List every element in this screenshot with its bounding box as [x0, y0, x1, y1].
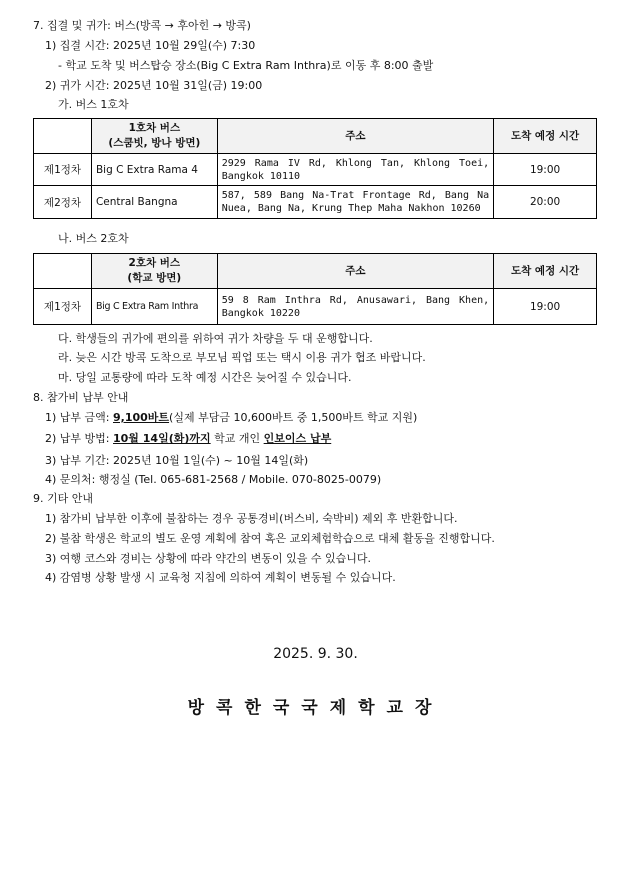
item1-prefix: 1) 납부 금액:: [45, 411, 113, 424]
stop-place: Central Bangna: [91, 186, 217, 219]
note-da: 다. 학생들의 귀가에 편의를 위하여 귀가 차량을 두 대 운행합니다.: [58, 332, 373, 345]
header-empty: [34, 119, 92, 154]
signature-title: 방콕한국국제학교장: [187, 698, 444, 718]
header-empty: [34, 254, 92, 289]
sec7-title: 7. 집결 및 귀가: 버스(방콕 → 후아힌 → 방콕): [33, 19, 251, 32]
table-row: [34, 154, 597, 186]
table-row: [34, 186, 597, 219]
sec8-item4: 4) 문의처: 행정실 (Tel. 065-681-2568 / Mobile. 070-8025-0079): [45, 473, 382, 486]
sec9-item3: 3) 여행 코스와 경비는 상황에 따라 약간의 변동이 있을 수 있습니다.: [45, 552, 372, 565]
arrival-time: 19:00: [494, 154, 597, 186]
sec7-item1-sub: - 학교 도착 및 버스탑승 장소(Big C Extra Ram Inthra)로 이동 후 8:00 출발: [58, 59, 434, 72]
payment-amount: 9,100바트: [113, 411, 170, 424]
sec9-item1: 1) 참가비 납부한 이후에 불참하는 경우 공통경비(버스비, 숙박비) 제외 후 반환합니다.: [45, 512, 458, 525]
sec9-item4: 4) 감염병 상황 발생 시 교육청 지침에 의하여 계획이 변동될 수 있습니다.: [45, 571, 396, 584]
sec8-item3: 3) 납부 기간: 2025년 10월 1일(수) ~ 10월 14일(화): [45, 454, 309, 467]
bus1-label: 가. 버스 1호차: [58, 98, 129, 111]
arrival-time: 19:00: [494, 289, 597, 325]
arrival-time: 20:00: [494, 186, 597, 219]
stop-place: Big C Extra Rama 4: [91, 154, 217, 186]
sec8-item1: [45, 411, 417, 425]
stop-label: 제1정차: [34, 154, 92, 186]
stop-place: Big C Extra Ram Inthra: [91, 289, 217, 325]
sec7-item1: 1) 집결 시간: 2025년 10월 29일(수) 7:30: [45, 39, 256, 52]
bus1-table: [33, 118, 597, 219]
header-bus: 1호차 버스 (스쿰빗, 방나 방면): [91, 119, 217, 154]
stop-address: 587, 589 Bang Na-Trat Frontage Rd, Bang Na Nuea, Bang Na, Krung Thep Maha Nakhon 10260: [217, 186, 493, 219]
header-arrival: 도착 예정 시간: [494, 119, 597, 154]
table-row: [34, 289, 597, 325]
header-address: 주소: [217, 254, 493, 289]
table-header-row: [34, 119, 597, 154]
header-bus: 2호차 버스 (학교 방면): [91, 254, 217, 289]
table-header-row: [34, 254, 597, 289]
document-date: 2025. 9. 30.: [273, 646, 358, 662]
sec8-title: 8. 참가비 납부 안내: [33, 391, 129, 404]
note-ma: 마. 당일 교통량에 따라 도착 예정 시간은 늦어질 수 있습니다.: [58, 371, 352, 384]
note-ra: 라. 늦은 시간 방콕 도착으로 부모님 픽업 또는 택시 이용 귀가 협조 바랍니다.: [58, 351, 426, 364]
item1-suffix: (실제 부담금 10,600바트 중 1,500바트 학교 지원): [169, 411, 418, 424]
bus2-table: [33, 253, 597, 325]
sec9-item2: 2) 불참 학생은 학교의 별도 운영 계획에 참여 혹은 교외체험학습으로 대체 활동을 진행합니다.: [45, 532, 495, 545]
payment-deadline: 10월 14일(화)까지: [113, 432, 211, 445]
invoice-payment: 인보이스 납부: [263, 432, 332, 445]
header-address: 주소: [217, 119, 493, 154]
stop-label: 제1정차: [34, 289, 92, 325]
stop-address: 59 8 Ram Inthra Rd, Anusawari, Bang Khen, Bangkok 10220: [217, 289, 493, 325]
bus2-label: 나. 버스 2호차: [58, 232, 129, 245]
stop-address: 2929 Rama IV Rd, Khlong Tan, Khlong Toei, Bangkok 10110: [217, 154, 493, 186]
stop-label: 제2정차: [34, 186, 92, 219]
sec9-title: 9. 기타 안내: [33, 492, 93, 505]
item2-prefix: 2) 납부 방법:: [45, 432, 113, 445]
item2-mid: 학교 개인: [210, 432, 264, 445]
sec7-item2: 2) 귀가 시간: 2025년 10월 31일(금) 19:00: [45, 79, 263, 92]
sec8-item2: [45, 432, 331, 446]
header-arrival: 도착 예정 시간: [494, 254, 597, 289]
